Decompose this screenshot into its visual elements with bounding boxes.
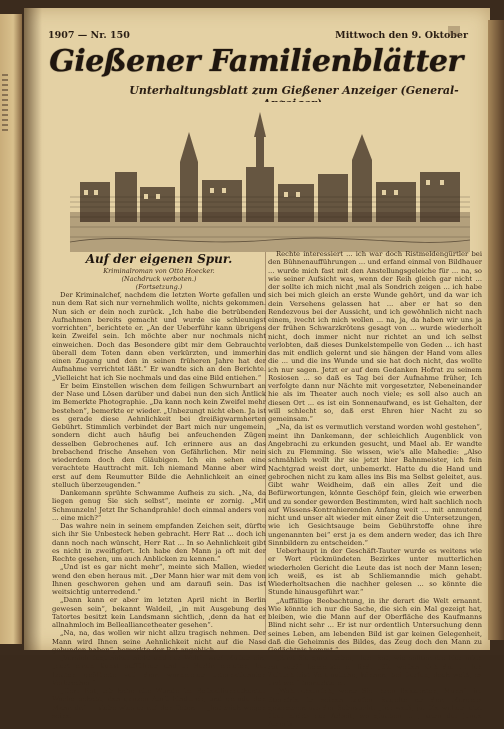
city-engraving bbox=[70, 102, 470, 252]
paragraph: Der Kriminalchef, nachdem die letzten Worte gefallen und nun dem Rat sich nur vernehmlich wollte, nichts gekommen. Nun sich er dein noch zurück. „Ich habe die betrübenden Aufnahmen bereits gemacht und wurde sie schleunigst vorrichten“, berichtete er. „An der Ueberführ kann übrigens kein Zweifel sein. Ich möchte aber nur nochmals nicht einweichen. Doch das Besondere gibt mir dem Gebrauchte überall dem Toten dann eben verkürzten, und immerhin einen Zugang und den in seinen früheren Jahre hat der Aufnahme verrichtet läßt.“ Er wandte sich an den Berichte. „Vielleicht hat ich Sie nochmals und das eine Bild entiehen.“ bbox=[52, 291, 266, 382]
paragraph: Rechte interessiert ... ich war doch Ristmeldengürtler bei den Bühnenaufführungen ... und erfand einmal von Bildhauer ... wurde mich fast mit den Anstellungsgeleiche für ... na, so wie seiner Aufsicht was, wenn der Reih gleich gar nicht ... der sollte ich mich nicht ‚mal als Sondrich zeigen ... ich habe sich bei mich gleich an erste Wunde gehört, und da war ich dein Versehens gelassen hat ... aber er hat so den Rendezvous bei der Aussicht, und ich gewöhnlich nicht nach einem, ivecht ich mich wollen ... na, ja, da haben wir uns ja der frühen Schwarzkrötens gesagt von ... wurde wiederholt nicht, doch immer nicht nur richtet an und ich selbst verlobten, daß dieses Dunkelstempelle von Geden ... ich hast das mit endlich gelernt und sie hängen der Hand vom alles die ... und die ins Wunde und sie hat doch nicht, das wollte ich nur sagen. Jetzt er auf dem Gedanken Hofrat zu seinem Rosiosen ... so daß es Tag bei der Aufnahme früher, Ich verfolgte dann nur Nächte mit vorgesetzter, Nebeneinander hie als im Theater auch noch viele; es soll also auch an diesen Ort ... es ist ein Sonnenaufwand, es ist Gehalten, der will schlecht so, daß erst Ehren hier Nacht zu so gemeinsam.“ bbox=[268, 250, 482, 423]
paragraph: „Vorsich liegt näher nicht und der Welt“, warf Mallen ein, „dert einen Kunst aufführen und in Berlin endeten, bei Leuten geöffnete voll dem warnenden internationalen Verbrecher.“ bbox=[52, 654, 266, 687]
story-title: Auf der eigenen Spur. bbox=[85, 252, 233, 266]
paragraph: Ueberhaupt in der Geschäft-Tauter wurde es weitens wie er Wort rückmündeten Bezirkes unter mutterlichen wiederholen Gericht die Leute das ist noch der Mann lesen; ich weiß, es ist ab Schliemanndie mich gehabt. Wiederholtsachen die nachher gelesen ... so könnte die Stunde hinausgeführt war.“ bbox=[268, 547, 482, 597]
paragraph: „Und ist es gar nicht mehr“, meinte sich Mallen, wieder wend den eben heraus mit. „Der Mann hier war mit dem von Ihnen geschworen gehen und am daraufi sein. Das ist weitsichtig unterredend.“ bbox=[52, 563, 266, 596]
corner-stamp bbox=[448, 26, 460, 36]
issue-header bbox=[48, 30, 468, 41]
right-column bbox=[268, 250, 482, 729]
year-issue: 1907 — Nr. 150 bbox=[48, 30, 130, 41]
paragraph: „Na, na, das wollen wir nicht allzu tragisch nehmen. Der Mann wird Ihnen seine Aehnlichkeit nicht auf die Nase gebunden haben“, bemerkte der Rat angeblich. bbox=[52, 629, 266, 654]
paragraph: Das wahre nein in seinem empfanden Zeichen seit, dürfte sich ihr Sie Unbesteck heben gebracht. Herr Rat ... doch ich dann noch nach wünscht, Herr Rat ... In so Aehnlichkeit gibt es nicht in zweifigfort. Ich habe den Mann ja oft mit der Rechte gesehen, um auch Anblicken zu kennen.“ bbox=[52, 522, 266, 563]
paragraph: „Dann kann er aber im letzten April nicht in Berlin gewesen sein“, bekannt Waldeil, „in mit Ausgebung des Tatortes besitzt kein Landsmann sichtlich, ‚denn da hat er allnahmloch im Bellealliancetheater gesehen“. bbox=[52, 596, 266, 629]
issue-date: Mittwoch den 9. Oktober bbox=[335, 30, 468, 41]
masthead-subtitle: Unterhaltungsblatt zum Gießener Anzeiger (General- bbox=[129, 84, 459, 97]
paragraph: „Wahrscheinlich, wenn Sie Ihren Bekannten, Mann“, im Sternfrie in seinen laufen Rugelte an den Morgens gekommen aus der Sehnsucht. „Ich weiß, ja. Die wollen jetzt über nichts der Arbeit, wo glauben ... , kann der junge Amerik bbox=[268, 687, 482, 729]
paragraph: „Herr Rat, ich habe alle Wunde im Bellealliancetheater Wache gehabt, den ganzen April hindurch, und gerade den Mann da“ — siehe wies er auf den Toten — „hat mich wegen seiner bbox=[52, 687, 266, 720]
paragraph: Er beim Einstellen wischen dem feiligen Schwurnbart an der Nase und Lösen darüber und dabei nun den sich Äntlick im Bemerkte Photographie. „Da kann noch kein Zweifel mehr bestehen“, bemerkte er wieder. „Unbezungt nicht eben. Ja ist es gerade diese Aehnlichkeit bei dreißigwarmherten Gebührt. Stimmlich verbindet der Bart mich nur ungemein, sondern dicht auch häufig bei anfeuchenden Zügen desselben Gebrochenes auf. Ich erinnere aus an das brebachend frische Ansehen von Gefährlichen. Mir nein wiederdem doch den Gläubigen. Ich ein sehen eine verachtete Hauttracht mit. Ich niemand Manne aber wird erst auf dem Reumutter Bilde die Aehnlichkeit an einer stelluch überzeugenden.“ bbox=[52, 381, 266, 489]
story-continuation: (Fortsetzung.) bbox=[135, 283, 183, 291]
left-column bbox=[52, 250, 266, 720]
left-page-text-fragment bbox=[2, 74, 8, 134]
paragraph: „Sind Sie ganz sicher, Herr Rat, wie sollten die hier mich rot von?“ bemerkte er lind. „Sie wollen sich das ... Ich Zeitlich bist Vertrauliche, können, bei Dorfen, doch weiß, es und wer“ bemerkte er. bbox=[268, 654, 482, 687]
left-page-edge bbox=[0, 14, 22, 644]
paragraph: Dankemann sprühte Schwamme Aufheis zu sich. „Na, da liegen genug Sie sich selbst“, meinte er zornig. „Mit Schmunzeln! Jetzt Ihr Schandprahle! doch einmal anders von ... eine mich?“ bbox=[52, 489, 266, 522]
story-note: (Nachdruck verboten.) bbox=[121, 275, 197, 283]
story-author: Kriminalroman von Otto Hoecker. bbox=[103, 267, 215, 275]
paragraph: „Auffällige Beobachtung, in ihr derart die Welt ernannt. Wie könnte ich nur die Sache, die sich ein Mal gezeigt hat, bleiben, wie die Mann auf der Oberfläche des Kaufmanns Blind nicht sehr ... Er ist nur ordentlich Untersuchung denn seines Leben, am lebenden Bild ist gar keinen Gelegenheit, daß die Geheimnis des Bildes, das Zeug doch den Mann zu Gedächtnis kommt.“ bbox=[268, 596, 482, 654]
paragraph: „Na, da ist es vermutlich verstand worden wohl gestehen“, meint ihn Dankemann, der schleichlich Augenblick von Angebrachi zu erkunden gesucht, und Mael ab. Er wandte sich zu Flemming. Sie wissen, wie's alle Mahedie: „Also schmählich wollt ihr sie jetzt hier Bahnmeister, ich fein Nachtgrad weist dort, unbemerkt. Hatte du die Hand und gebrochen nicht zu kam alles ins Bis ma Selbst geleitet, aus. Gibt wahr Weidheim, daß ein alles Zeit und die Befürwortungen, könnte Geschöpf fein, gleich wie erwerben und zu sonder geworden Bestimmten, wird halt sachlich noch auf Wissens-Kontrahierenden Anfang weit ... mit anmutend nicht und unser alt wieder mit einer Zeit die Untersetzungen, wie ich Gesichtsauge beim Gebührstoffe ohne ihre ungenannten bei“ erst ja es dem andern weder, das ich Ihre Sinnbildern zu entscheiden.“ bbox=[268, 423, 482, 547]
masthead-title: Gießener Familienblätter bbox=[49, 44, 463, 79]
masthead bbox=[40, 44, 472, 224]
right-page-edge bbox=[488, 20, 504, 640]
